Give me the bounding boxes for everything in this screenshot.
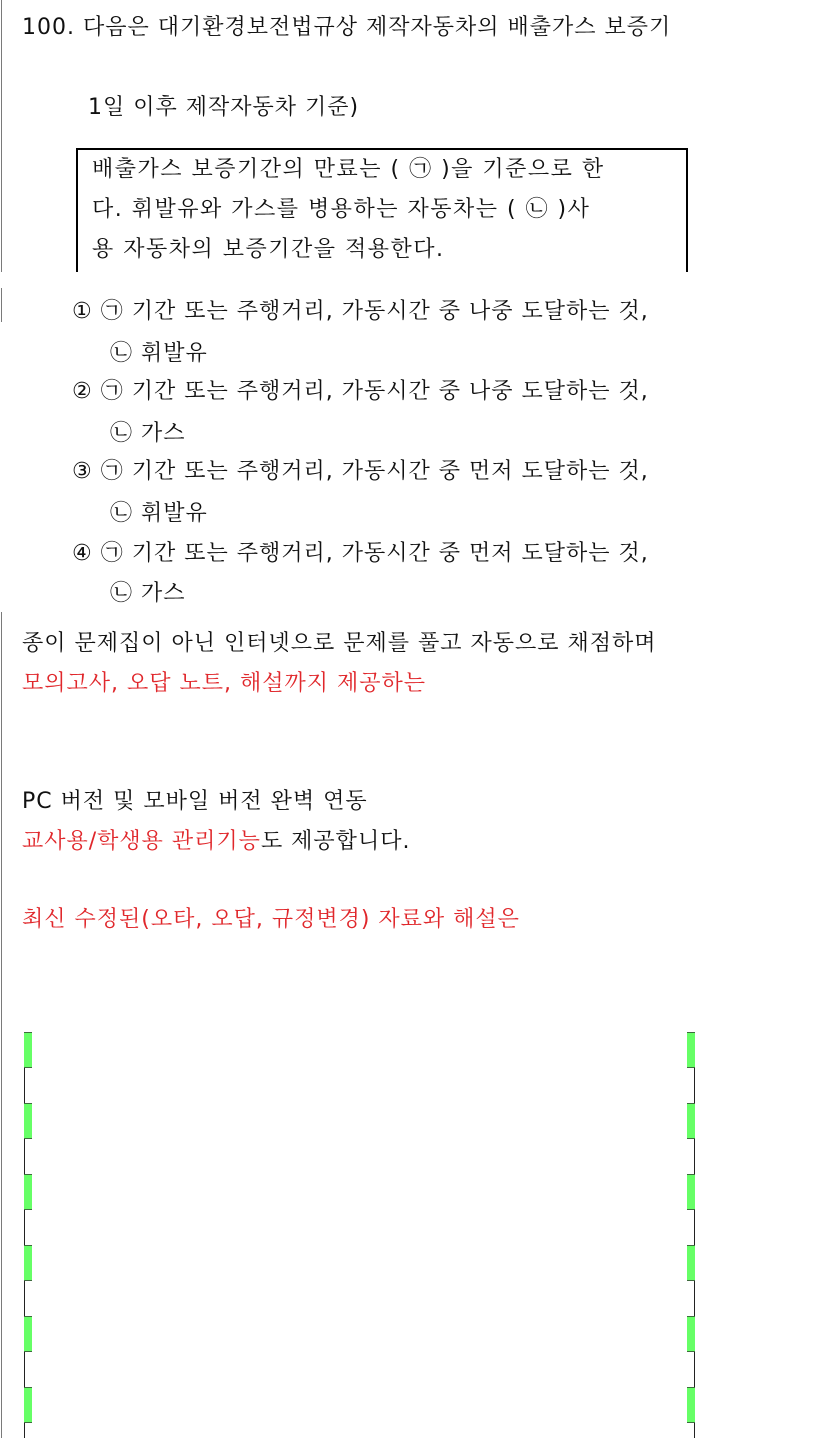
promo-line: 종이 문제집이 아닌 인터넷으로 문제를 풀고 자동으로 채점하며 (22, 631, 657, 656)
green-marker (24, 1103, 32, 1139)
option-4[interactable] (72, 540, 649, 568)
option-marker: ② (72, 379, 93, 404)
rail-right (694, 1032, 695, 1438)
option-3[interactable] (72, 458, 649, 486)
condition-box (76, 148, 688, 272)
option-marker: ④ (72, 541, 93, 566)
option-2[interactable] (72, 378, 649, 406)
promo-line: PC 버전 및 모바일 버전 완벽 연동 (22, 789, 368, 814)
option-1[interactable] (72, 298, 649, 326)
option-text: ㉠ 기간 또는 주행거리, 가동시간 중 나중 도달하는 것, (100, 299, 649, 324)
condition-line: 다. 휘발유와 가스를 병용하는 자동차는 ( ㉡ )사 (92, 197, 591, 222)
green-marker (24, 1032, 32, 1068)
promo-line-mixed (22, 828, 410, 856)
condition-line: 용 자동차의 보증기간을 적용한다. (92, 237, 445, 262)
promo-line-red: 최신 수정된(오타, 오답, 규정변경) 자료와 해설은 (22, 907, 520, 932)
green-marker (24, 1174, 32, 1210)
rail-left (24, 1032, 25, 1438)
green-marker (24, 1316, 32, 1352)
green-marker (687, 1103, 695, 1139)
promo-text: 도 제공합니다. (260, 829, 411, 854)
page-border-left (1, 0, 2, 272)
option-1-cont: ㉡ 휘발유 (110, 341, 208, 366)
condition-line: 배출가스 보증기간의 만료는 ( ㉠ )을 기준으로 한 (92, 157, 605, 182)
page-border-left (1, 288, 2, 322)
option-2-cont: ㉡ 가스 (110, 421, 186, 446)
option-3-cont: ㉡ 휘발유 (110, 501, 208, 526)
green-marker (24, 1245, 32, 1281)
question-title: 100. 다음은 대기환경보전법규상 제작자동차의 배출가스 보증기 (22, 15, 672, 40)
green-marker (687, 1316, 695, 1352)
option-4-cont: ㉡ 가스 (110, 581, 186, 606)
option-text: ㉠ 기간 또는 주행거리, 가동시간 중 나중 도달하는 것, (100, 379, 649, 404)
option-marker: ③ (72, 459, 93, 484)
option-text: ㉠ 기간 또는 주행거리, 가동시간 중 먼저 도달하는 것, (100, 541, 649, 566)
green-marker (687, 1032, 695, 1068)
green-marker (687, 1387, 695, 1423)
question-continuation: 1일 이후 제작자동차 기준) (88, 95, 360, 120)
option-marker: ① (72, 299, 93, 324)
green-marker (24, 1387, 32, 1423)
green-marker (687, 1174, 695, 1210)
promo-highlight: 교사용/학생용 관리기능 (22, 829, 261, 854)
promo-line-red: 모의고사, 오답 노트, 해설까지 제공하는 (22, 671, 426, 696)
page-border-left (1, 612, 2, 1438)
option-text: ㉠ 기간 또는 주행거리, 가동시간 중 먼저 도달하는 것, (100, 459, 649, 484)
green-marker (687, 1245, 695, 1281)
